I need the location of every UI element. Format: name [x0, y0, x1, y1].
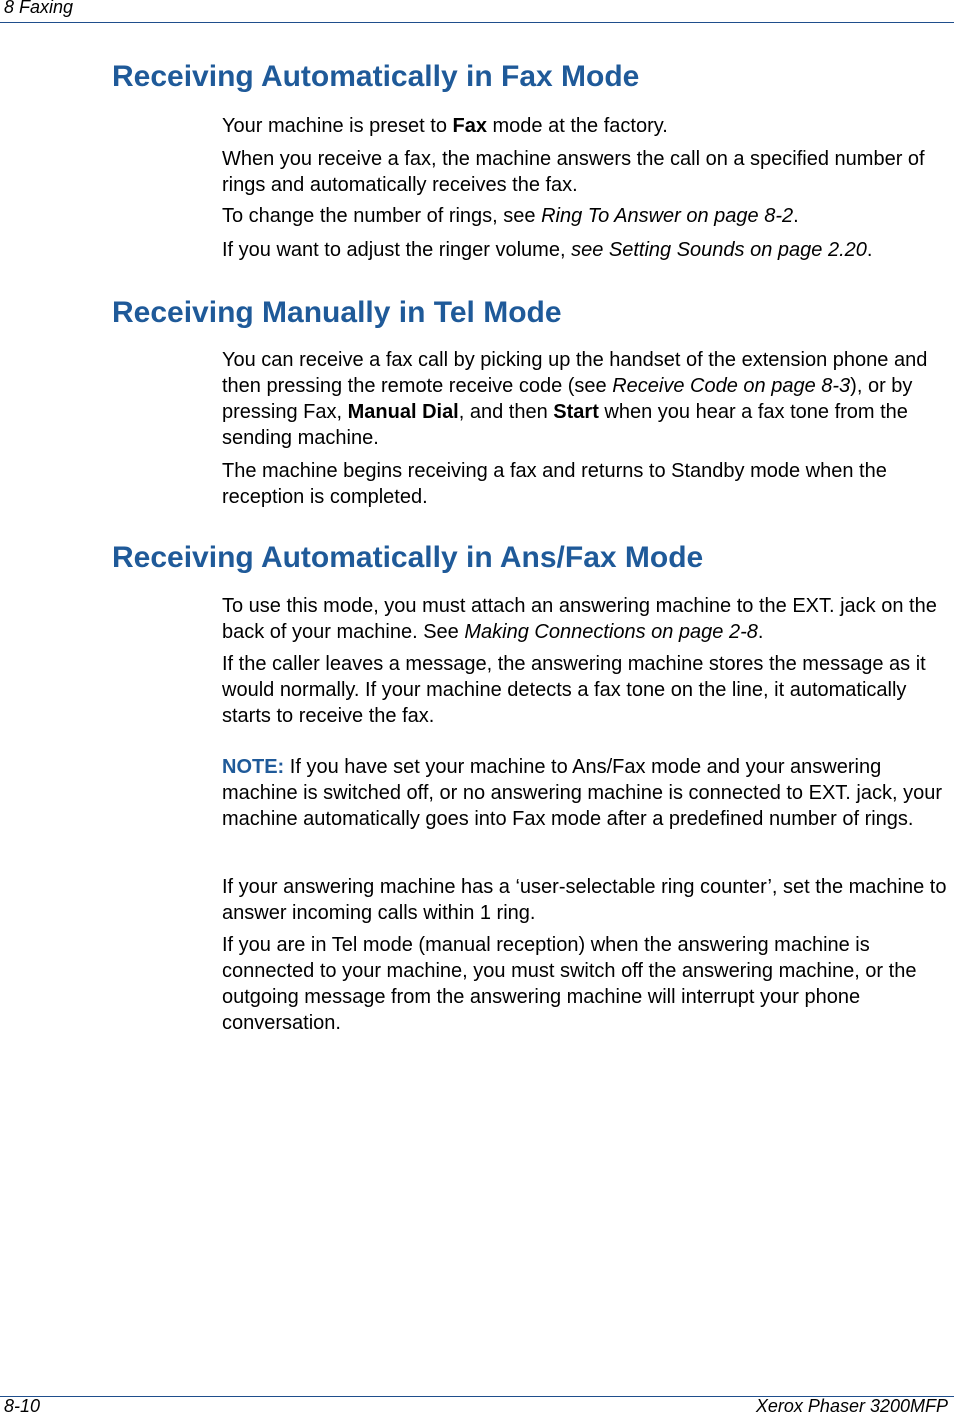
paragraph: To use this mode, you must attach an answering machine to the EXT. jack on the back of your machine. See Making Connections on page 2-8.: [222, 595, 937, 643]
note: NOTE: If you have set your machine to Ans/Fax mode and your answering machine is switched off, or no answering machine is connected to EXT. jack, your machine automatically goes into Fax mode after a predefined number of rings.: [222, 756, 942, 830]
paragraph: If your answering machine has a ‘user-selectable ring counter’, set the machine to answer incoming calls within 1 ring.: [222, 876, 947, 924]
chapter-label: 8 Faxing: [4, 0, 74, 17]
cross-reference-link[interactable]: Making Connections on page 2-8: [464, 621, 758, 643]
page-footer: [0, 1396, 954, 1419]
page-header: [0, 0, 954, 23]
paragraph: If you are in Tel mode (manual reception) when the answering machine is connected to your machine, you must switch off the answering machine, or the outgoing message from the answering machine will interrupt your phone conversation.: [222, 934, 917, 1034]
page-number: 8-10: [4, 1396, 41, 1416]
section-title-auto-ans-fax: Receiving Automatically in Ans/Fax Mode: [112, 541, 704, 574]
product-name: Xerox Phaser 3200MFP: [755, 1396, 948, 1416]
paragraph: If the caller leaves a message, the answering machine stores the message as it would normally. If your machine detects a fax tone on the line, it automatically starts to receive the fax.: [222, 653, 926, 727]
cross-reference-link[interactable]: Receive Code on page 8-3: [612, 375, 851, 397]
paragraph: You can receive a fax call by picking up the handset of the extension phone and then pressing the remote receive code (see Receive Code on page 8-3), or by pressing Fax, Manual Dial, and then Start when you hear a fax tone from the sending machine.: [222, 349, 928, 449]
cross-reference-link[interactable]: see Setting Sounds on page 2.20: [571, 239, 867, 261]
paragraph: Your machine is preset to Fax mode at the factory.: [222, 115, 668, 137]
note-label: NOTE:: [222, 756, 285, 778]
section-title-auto-fax: Receiving Automatically in Fax Mode: [112, 60, 640, 93]
paragraph: When you receive a fax, the machine answers the call on a specified number of rings and automatically receives the fax.: [222, 148, 925, 196]
cross-reference-link[interactable]: Ring To Answer on page 8-2: [541, 205, 794, 227]
paragraph: To change the number of rings, see Ring To Answer on page 8-2.: [222, 205, 799, 227]
paragraph: If you want to adjust the ringer volume, see Setting Sounds on page 2.20.: [222, 239, 873, 261]
paragraph: The machine begins receiving a fax and returns to Standby mode when the reception is completed.: [222, 460, 887, 508]
section-title-manual-tel: Receiving Manually in Tel Mode: [112, 296, 562, 329]
